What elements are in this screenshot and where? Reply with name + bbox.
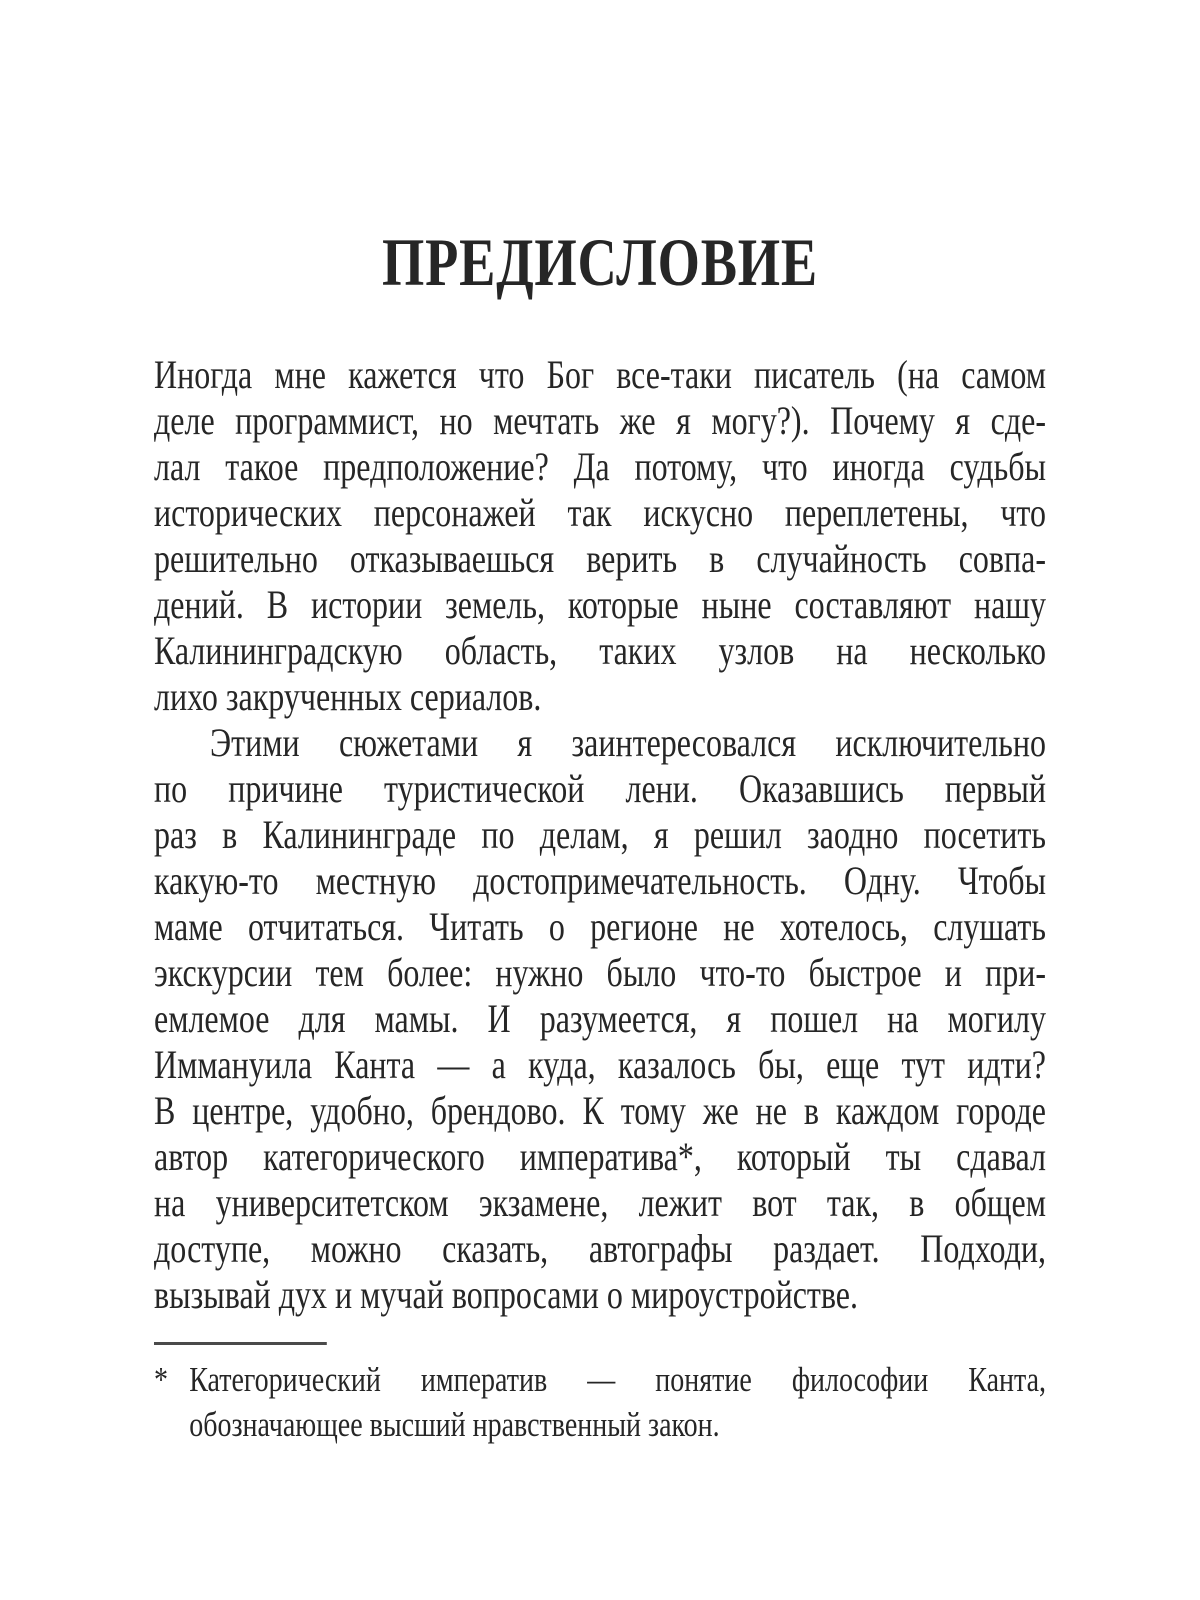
text-line: дений. В истории земель, которые ныне составляют нашу [154,582,1046,627]
text-line: автор категорического императива*, который ты сдавал [154,1134,1046,1179]
text-line: экскурсии тем более: нужно было что-то быстрое и при- [154,950,1046,995]
text-line: вызывай дух и мучай вопросами о мироустройстве. [154,1272,858,1317]
chapter-title: ПРЕДИСЛОВИЕ [381,224,819,300]
text-line: Иногда мне кажется что Бог все-таки писатель (на самом [154,352,1046,397]
text-line: Калининградскую область, таких узлов на несколько [154,628,1046,673]
text-line: раз в Калининграде по делам, я решил заодно посетить [154,812,1046,857]
footnote-marker: * [154,1360,168,1399]
text-line: исторических персонажей так искусно переплетены, что [154,490,1046,535]
text-line: деле программист, но мечтать же я могу?). Почему я сде- [154,398,1046,443]
text-line: решительно отказываешься верить в случайность совпа- [154,536,1046,581]
footnote-divider [154,1342,327,1345]
body-text [154,352,1046,1318]
text-line: доступе, можно сказать, автографы раздает. Подходи, [154,1226,1046,1271]
text-line: В центре, удобно, брендово. К тому же не в каждом городе [154,1088,1046,1133]
text-line: лал такое предположение? Да потому, что иногда судьбы [154,444,1046,489]
footnote-line: * Категорический императив — понятие философии Канта, [154,1357,1046,1402]
text-line: лихо закрученных сериалов. [154,674,542,719]
text-line: емлемое для мамы. И разумеется, я пошел на могилу [154,996,1046,1041]
footnote-line: обозначающее высший нравственный закон. [189,1405,720,1444]
text-line: какую-то местную достопримечательность. Одну. Чтобы [154,858,1046,903]
text-line: по причине туристической лени. Оказавшись первый [154,766,1046,811]
footnote [154,1357,1046,1447]
text-line: Этими сюжетами я заинтересовался исключительно [210,720,1046,765]
text-line: Иммануила Канта — а куда, казалось бы, еще тут идти? [154,1042,1046,1087]
page-content [154,0,1046,1447]
text-line: маме отчитаться. Читать о регионе не хотелось, слушать [154,904,1046,949]
text-line: на университетском экзамене, лежит вот так, в общем [154,1180,1046,1225]
